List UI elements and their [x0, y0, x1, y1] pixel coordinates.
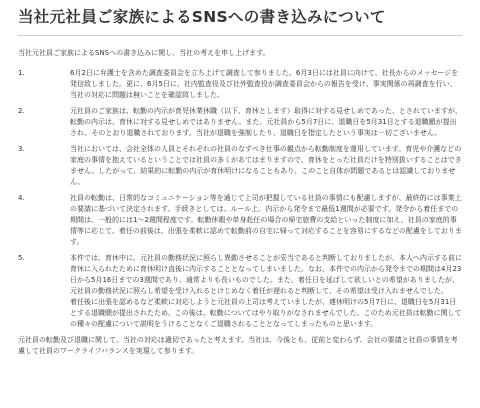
item-body	[70, 68, 462, 101]
item-paragraph: 着任後に出張を認めるなど柔軟に対応しようと元社員の上司は考えていましたが、連休明けの5月7日に、退職日を5月31日とする退職願が提出されたため、この後は、転勤についてはやり取りがなされませんでした。このため元社員は転勤に関しての種々の配慮について説明をうけることなくご退職されることとなってしまったものと思います。	[70, 298, 462, 328]
item-number: 3.	[18, 145, 25, 153]
item-body	[70, 144, 462, 188]
statement-item-4	[18, 193, 462, 248]
item-number: 1.	[18, 69, 25, 77]
statement-item-3	[18, 144, 462, 188]
item-body	[70, 253, 462, 330]
item-paragraph: 社員の転勤は、日常的なコミュニケーション等を通じて上司が把握している社員の事情にも配慮しますが、最終的には事業上の要請に基づいて決定されます。手続きとしては、ルール上、内示から発令まで最低1週間が必要です。発令から着任までの期間は、一般的には1～2週間程度です。転勤休暇や単身赴任の場合の帰宅旅費の支給といった制度に加え、社員の家庭的事情等に応じて、着任の前後は、出張を柔軟に認めて転勤前の自宅に帰って対応することを容易にするなどの配慮をしております。	[70, 194, 462, 246]
item-body	[70, 106, 462, 139]
statement-item-5	[18, 253, 462, 330]
statement-item-2	[18, 106, 462, 139]
statement-list	[18, 68, 462, 330]
closing-text: 元社員の転勤及び退職に関して、当社の対応は適切であったと考えます。当社は、今後とも、従前と変わらず、会社の要請と社員の事情を考慮して社員のワークライフバランスを実現して参ります。	[18, 336, 458, 355]
item-paragraph: 6月2日に弁護士を含めた調査委員会を立ち上げて調査して参りました。6月3日には社員に向けて、社長からのメッセージを発信致しました。更に、6月5日に、社内監査役及び社外監査役が調査委員会からの報告を受け、事実関係の再調査を行い、当社の対応に問題は無いことを確認致しました。	[70, 69, 459, 99]
title-divider	[18, 35, 462, 36]
page-title: 当社元社員ご家族によるSNSへの書き込みについて	[18, 8, 386, 26]
item-number: 5.	[18, 254, 25, 262]
item-body	[70, 193, 462, 248]
item-paragraph: 元社員のご家族は、転勤の内示が育児休業休職（以下、育休とします）取得に対する見せしめであった、とされていますが、転勤の内示は、育休に対する見せしめではありません。また、元社員から5月7日に、退職日を5月31日とする退職願が提出され、そのとおり退職されております。当社が退職を強制したり、退職日を指定したという事実は一切ございません。	[70, 107, 462, 137]
item-paragraph: 本件では、育休中に、元社員の勤務状況に照らし異動させることが妥当であると判断しておりましたが、本人へ内示する前に育休に入られたために育休明け直後に内示することとなってしまいました。なお、本件での内示から発令までの期間は4月23日から5月16日までの3週間であり、通常よりも長いものでした。また、着任日を延ばして欲しいとの希望がありましたが、元社員の勤務状況に照らし希望を受け入れるとけじめなく着任が遅れると判断して、その希望は受け入れませんでした。	[70, 254, 462, 295]
intro-text: 当社元社員ご家族によるSNSへの書き込みに関し、当社の考えを申し上げます。	[18, 49, 270, 57]
item-paragraph: 当社においては、会社全体の人員とそれぞれの社員のなすべき仕事の観点から転勤制度を運用しています。育児や介護などの家庭の事情を抱えているということでは社員の多くがあてはまりますので、育休をとった社員だけを特別扱いすることはできません。したがって、結果的に転勤の内示が育休明けになることもあり、このこと自体が問題であるとは認識しておりません。	[70, 145, 462, 186]
item-number: 4.	[18, 194, 25, 202]
item-number: 2.	[18, 107, 25, 115]
statement-item-1	[18, 68, 462, 101]
